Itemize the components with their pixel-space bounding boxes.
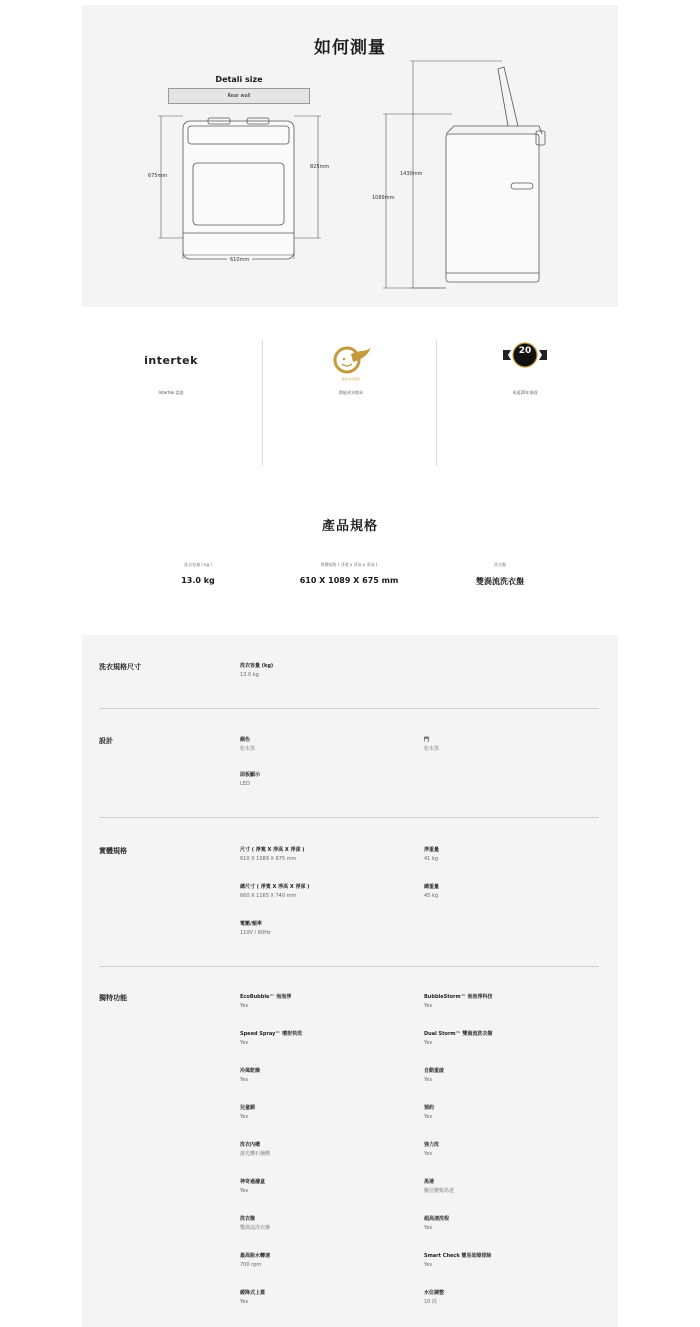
spec-table: [82, 635, 618, 1327]
spec-label: 顏色: [240, 737, 251, 743]
dim-610: 610mm: [227, 257, 252, 263]
spec-item: [424, 847, 594, 863]
spec-value: Yes: [424, 1151, 433, 1157]
spec-value: Yes: [424, 1077, 433, 1083]
spec-item: [424, 1216, 594, 1232]
spec-section-physical: [99, 846, 599, 946]
section-divider: [99, 817, 599, 818]
warranty-badge-text: 20: [518, 346, 532, 356]
spec-value: Yes: [240, 1114, 249, 1120]
key-spec-label: 洗衣盤: [494, 562, 506, 567]
key-spec-value: 雙渦流洗衣盤: [476, 577, 524, 586]
spec-item: [240, 884, 410, 900]
spec-value: 松木黑: [240, 746, 256, 752]
section-divider: [99, 966, 599, 967]
spec-value: 13.0 kg: [240, 672, 259, 678]
spec-label: 馬達: [424, 1179, 435, 1185]
spec-item: [424, 1105, 594, 1121]
detail-size-title: Detali size: [215, 75, 263, 84]
spec-section-design: [99, 736, 599, 816]
spec-value: Yes: [240, 1299, 249, 1305]
spec-item: [424, 1068, 594, 1084]
spec-label: Dual Storm™ 雙渦流洗衣盤: [424, 1031, 493, 1037]
specs-title: 產品規格: [321, 519, 378, 534]
spec-section-capacity: [99, 662, 599, 712]
spec-value: LED: [240, 781, 250, 787]
spec-label: 兒童鎖: [240, 1105, 256, 1111]
spec-value: 700 rpm: [240, 1262, 262, 1268]
spec-item: [240, 1031, 410, 1047]
dim-825: 825mm: [310, 164, 330, 170]
spec-item: [240, 1068, 410, 1084]
spec-item: [424, 1290, 594, 1306]
spec-label: 總重量: [424, 884, 440, 890]
spec-label: 預約: [424, 1105, 435, 1111]
spec-label: 洗衣內槽: [240, 1142, 261, 1148]
dim-1089: 1089mm: [372, 195, 395, 201]
spec-label: 冷風乾燥: [240, 1068, 261, 1074]
spec-item: [240, 1253, 410, 1269]
spec-value: 110V / 60Hz: [240, 930, 271, 936]
spec-value: Yes: [240, 1188, 249, 1194]
water-saving-label-icon: [329, 342, 373, 382]
spec-value: 45 kg: [424, 893, 439, 899]
spec-item: [424, 737, 594, 753]
cert-water-saving: [262, 338, 440, 466]
spec-label: 最高脫水轉速: [240, 1253, 271, 1259]
spec-value: 滾光鑽石桶槽: [240, 1151, 271, 1157]
spec-value: 41 kg: [424, 856, 439, 862]
spec-item: [424, 1031, 594, 1047]
spec-item: [424, 1253, 594, 1269]
spec-item: [240, 847, 410, 863]
spec-item: [240, 663, 410, 679]
cert-motor-warranty: [436, 338, 614, 466]
cert-caption: 節能省水標章: [339, 390, 363, 395]
washer-dimension-diagram: [82, 5, 618, 307]
spec-item: [240, 1216, 410, 1232]
spec-value: 660 X 1165 X 740 mm: [240, 893, 297, 899]
spec-label: Speed Spray™ 噴射快洗: [240, 1031, 303, 1037]
spec-item: [424, 1179, 594, 1195]
spec-item: [240, 921, 410, 937]
spec-section-features: [99, 993, 599, 1323]
front-view-washer: [183, 118, 294, 259]
key-spec-label: 實體規格 ( 淨寬 x 淨高 x 淨深 ): [320, 562, 378, 567]
spec-value: 松木黑: [424, 746, 440, 752]
spec-value: Yes: [240, 1077, 249, 1083]
spec-label: 洗衣容量 (kg): [240, 663, 274, 669]
spec-label: EcoBubble™ 泡泡淨: [240, 994, 292, 1000]
key-spec-pulsator: [400, 562, 600, 587]
side-view-washer: [446, 67, 545, 282]
spec-label: 神奇過濾盒: [240, 1179, 266, 1185]
spec-value: Yes: [424, 1040, 433, 1046]
spec-item: [240, 1179, 410, 1195]
section-heading: 設計: [99, 737, 113, 745]
spec-label: 總尺寸 ( 淨寬 X 淨高 X 淨深 ): [240, 884, 310, 890]
cert-caption: Intertek 認證: [158, 390, 184, 395]
key-spec-label: 洗衣容量 ( kg ): [184, 562, 212, 567]
intertek-logo: intertek: [144, 354, 198, 367]
spec-label: 自動重啟: [424, 1068, 445, 1074]
spec-label: 電壓/頻率: [240, 921, 262, 927]
section-divider: [99, 708, 599, 709]
spec-item: [424, 1142, 594, 1158]
spec-value: Yes: [424, 1262, 433, 1268]
spec-label: 洗衣盤: [240, 1216, 256, 1222]
water-saving-badge-text: 節能省水標章: [341, 377, 360, 381]
spec-value: Yes: [424, 1003, 433, 1009]
section-heading: 實體規格: [99, 847, 127, 855]
measure-title: 如何測量: [314, 38, 386, 58]
spec-label: 面板顯示: [240, 772, 261, 778]
measurement-panel: [82, 5, 618, 307]
section-heading: 洗衣規格尺寸: [99, 663, 141, 671]
spec-value: Yes: [424, 1225, 433, 1231]
certifications-row: [82, 338, 618, 466]
section-heading: 獨特功能: [99, 994, 127, 1002]
spec-label: 水位調整: [424, 1290, 445, 1296]
spec-item: [240, 772, 410, 788]
spec-label: 尺寸 ( 淨寬 X 淨高 X 淨深 ): [240, 847, 305, 853]
spec-value: 10 段: [424, 1299, 437, 1305]
spec-value: 610 X 1089 X 675 mm: [240, 856, 297, 862]
spec-label: 淨重量: [424, 847, 440, 853]
spec-label: Smart Check 簡易故障排除: [424, 1253, 492, 1259]
spec-value: Yes: [240, 1003, 249, 1009]
spec-item: [240, 1142, 410, 1158]
dim-1430: 1430mm: [400, 171, 423, 177]
spec-label: 強力洗: [424, 1142, 440, 1148]
rear-wall-label: Rear wall: [168, 88, 310, 104]
spec-item: [240, 737, 410, 753]
cert-caption: 馬達20年保固: [512, 390, 538, 395]
spec-value: 數位變頻馬達: [424, 1188, 455, 1194]
spec-label: BubbleStorm™ 泡泡淨科技: [424, 994, 493, 1000]
spec-item: [424, 884, 594, 900]
key-spec-value: 13.0 kg: [181, 576, 215, 585]
spec-item: [424, 994, 594, 1010]
spec-item: [240, 1105, 410, 1121]
spec-value: Yes: [240, 1040, 249, 1046]
dim-675: 675mm: [148, 173, 168, 179]
spec-label: 門: [424, 737, 430, 743]
key-spec-value: 610 X 1089 X 675 mm: [299, 576, 399, 585]
cert-intertek: [82, 338, 260, 466]
spec-item: [240, 1290, 410, 1306]
spec-label: 緩降式上蓋: [240, 1290, 266, 1296]
spec-label: 超高速洗程: [424, 1216, 450, 1222]
spec-item: [240, 994, 410, 1010]
spec-value: Yes: [424, 1114, 433, 1120]
spec-value: 雙渦流洗衣盤: [240, 1225, 271, 1231]
